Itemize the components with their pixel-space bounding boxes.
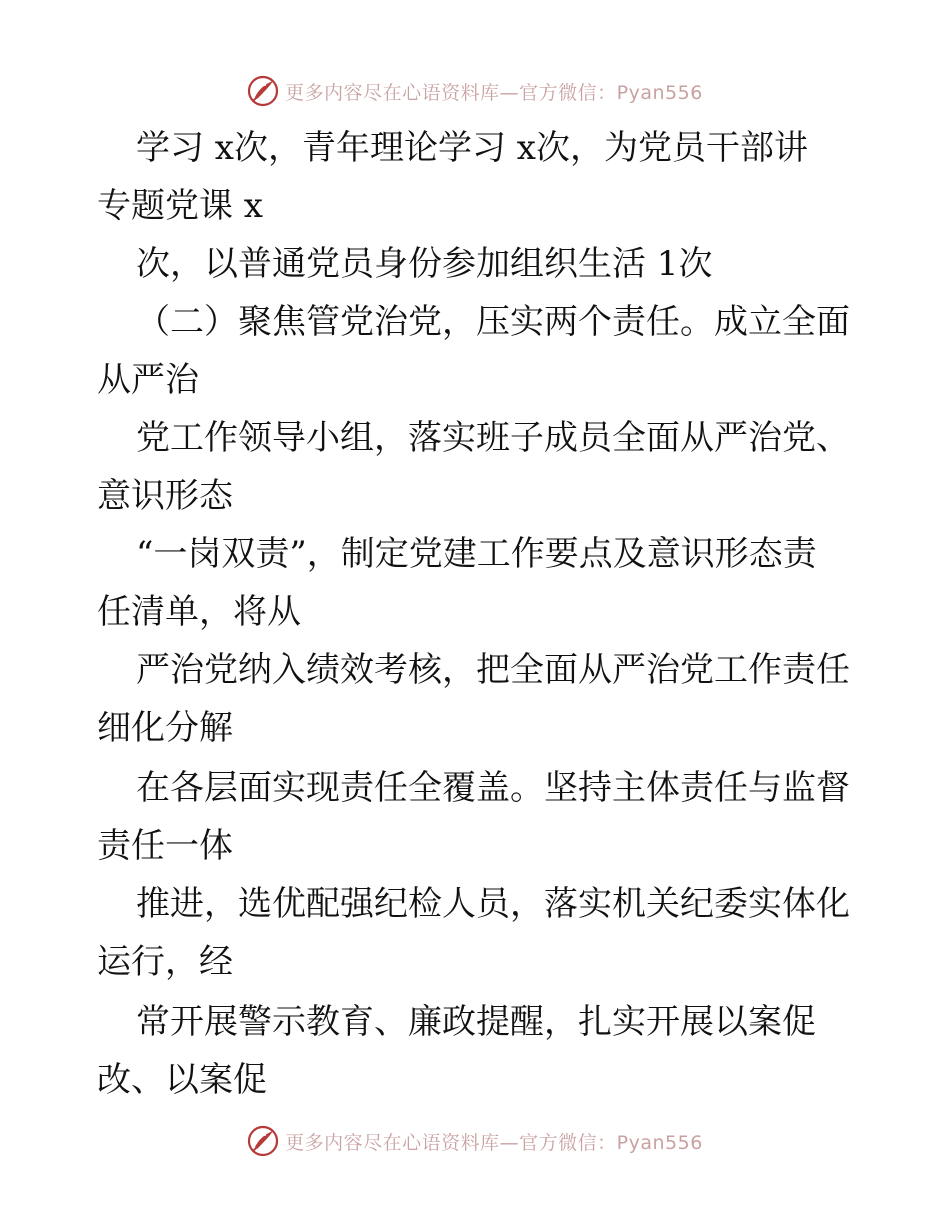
- watermark-text: 更多内容尽在心语资料库—官方微信：Pyan556: [285, 1131, 703, 1154]
- text-line: 责任一体: [97, 826, 233, 866]
- text-line: 从严治: [97, 360, 199, 400]
- text-line: 任清单，将从: [97, 592, 301, 632]
- text-line: 运行，经: [97, 942, 233, 982]
- watermark-banner-bottom: [0, 1124, 950, 1158]
- text-line: 细化分解: [97, 708, 233, 748]
- text-line: 常开展警示教育、廉政提醒，扎实开展以案促: [136, 1002, 816, 1042]
- pen-circle-logo-icon: [247, 1125, 279, 1157]
- watermark-banner-top: [0, 74, 950, 108]
- text-line: 在各层面实现责任全覆盖。坚持主体责任与监督: [136, 768, 850, 808]
- text-line: 改、以案促: [97, 1060, 267, 1100]
- text-line: 党工作领导小组，落实班子成员全面从严治党、: [136, 418, 850, 458]
- text-line: 严治党纳入绩效考核，把全面从严治党工作责任: [136, 650, 850, 690]
- text-line: 推进，选优配强纪检人员，落实机关纪委实体化: [136, 884, 850, 924]
- text-line: “一岗双责”，制定党建工作要点及意识形态责: [136, 534, 817, 574]
- text-line: 意识形态: [97, 476, 233, 516]
- watermark-text: 更多内容尽在心语资料库—官方微信：Pyan556: [285, 81, 703, 104]
- pen-circle-logo-icon: [247, 75, 279, 107]
- text-line: 学习 x次，青年理论学习 x次，为党员干部讲: [136, 128, 808, 168]
- text-line: （二）聚焦管党治党，压实两个责任。成立全面: [136, 302, 850, 342]
- text-line: 次，以普通党员身份参加组织生活 1次: [136, 244, 713, 284]
- text-line: 专题党课 x: [97, 186, 263, 226]
